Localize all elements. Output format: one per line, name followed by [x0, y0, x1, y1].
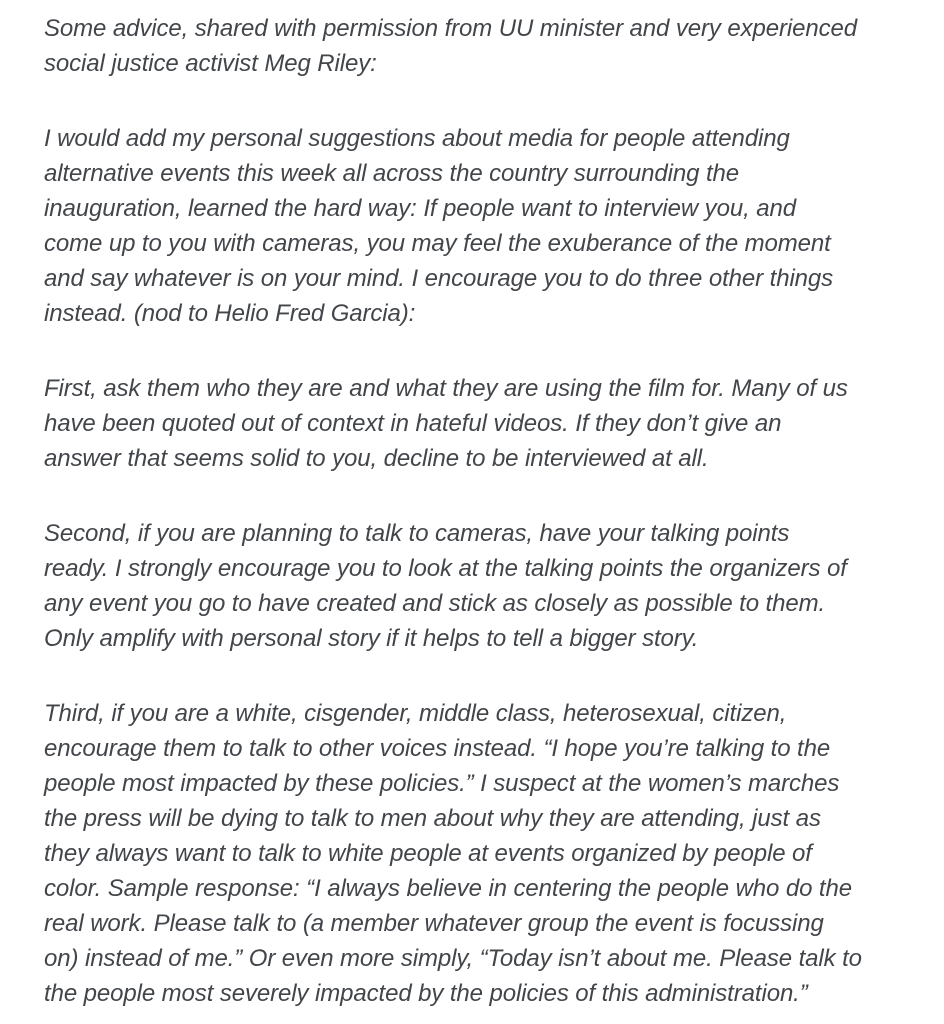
text-line: Third, if you are a white, cisgender, middle class, heterosexual, citizen,	[44, 700, 787, 727]
text-line: answer that seems solid to you, decline to be interviewed at all.	[44, 445, 709, 472]
paragraph-first	[44, 371, 904, 476]
text-line: Only amplify with personal story if it helps to tell a bigger story.	[44, 625, 699, 652]
text-line: encourage them to talk to other voices instead. “I hope you’re talking to the	[44, 735, 831, 762]
text-line: inauguration, learned the hard way: If people want to interview you, and	[44, 195, 796, 222]
text-line: the press will be dying to talk to men about why they are attending, just as	[44, 805, 821, 832]
text-line: First, ask them who they are and what they are using the film for. Many of us	[44, 375, 848, 402]
text-line: Some advice, shared with permission from UU minister and very experienced	[44, 15, 858, 42]
text-line: have been quoted out of context in hateful videos. If they don’t give an	[44, 410, 782, 437]
paragraph-suggestions	[44, 121, 904, 331]
text-line: the people most severely impacted by the policies of this administration.”	[44, 980, 808, 1007]
text-line: alternative events this week all across the country surrounding the	[44, 160, 740, 187]
text-line: ready. I strongly encourage you to look at the talking points the organizers of	[44, 555, 847, 582]
paragraph-third	[44, 696, 904, 1011]
text-line: social justice activist Meg Riley:	[44, 50, 377, 77]
text-line: and say whatever is on your mind. I encourage you to do three other things	[44, 265, 834, 292]
text-line: real work. Please talk to (a member whatever group the event is focussing	[44, 910, 824, 937]
paragraph-second	[44, 516, 904, 656]
text-line: I would add my personal suggestions about media for people attending	[44, 125, 790, 152]
text-line: Second, if you are planning to talk to cameras, have your talking points	[44, 520, 790, 547]
text-line: come up to you with cameras, you may feel the exuberance of the moment	[44, 230, 831, 257]
text-line: any event you go to have created and stick as closely as possible to them.	[44, 590, 826, 617]
text-line: they always want to talk to white people at events organized by people of	[44, 840, 812, 867]
text-line: people most impacted by these policies.” I suspect at the women’s marches	[44, 770, 840, 797]
text-line: on) instead of me.” Or even more simply, “Today isn’t about me. Please talk to	[44, 945, 862, 972]
text-line: instead. (nod to Helio Fred Garcia):	[44, 300, 416, 327]
paragraph-intro	[44, 11, 904, 81]
text-line: color. Sample response: “I always believe in centering the people who do the	[44, 875, 852, 902]
